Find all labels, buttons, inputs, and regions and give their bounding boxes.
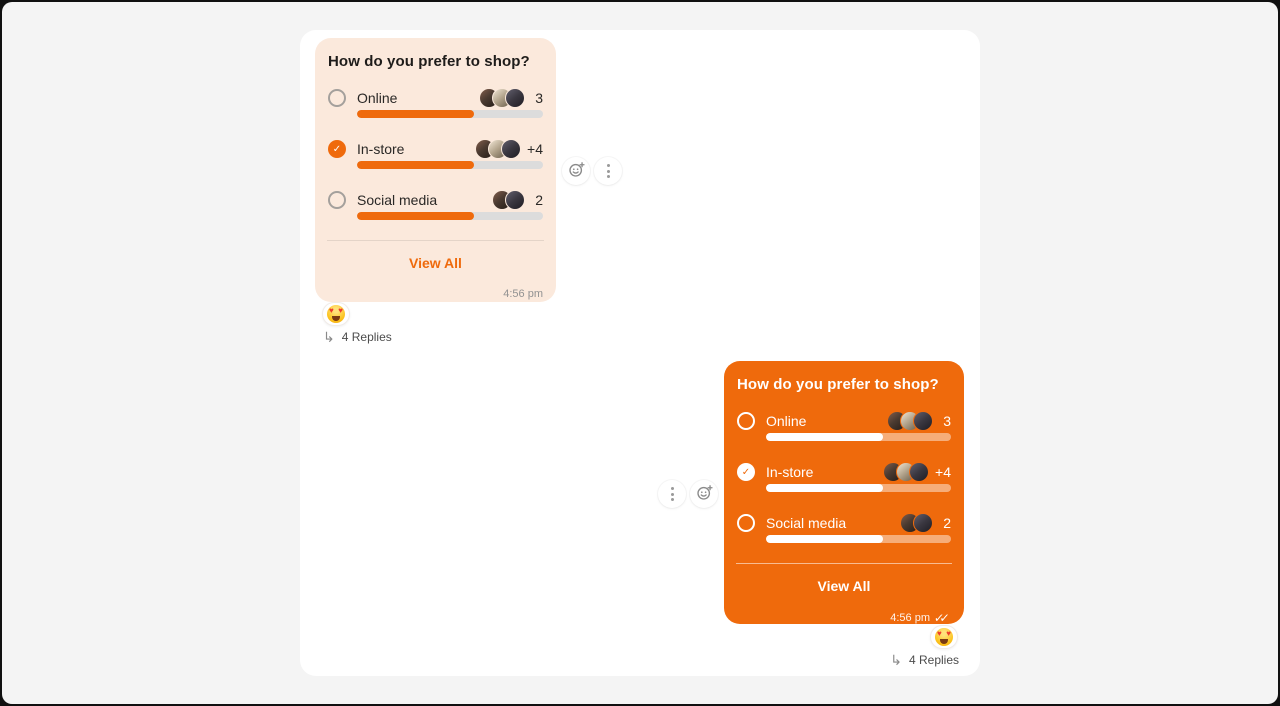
option-label: Social media <box>357 192 438 208</box>
message-timestamp: 4:56 pm <box>503 288 543 300</box>
voter-avatars <box>887 411 933 431</box>
thread-replies-link[interactable] <box>323 330 392 344</box>
message-hover-actions <box>562 157 622 185</box>
app-window <box>2 2 1278 704</box>
reaction-badge[interactable] <box>930 625 958 649</box>
option-label: In-store <box>357 141 405 157</box>
poll-title: How do you prefer to shop? <box>737 376 939 393</box>
voter-avatars <box>883 462 929 482</box>
kebab-menu-icon <box>671 487 674 501</box>
vote-bar-fill <box>766 433 883 441</box>
chat-panel <box>300 30 980 676</box>
add-reaction-icon <box>567 160 586 182</box>
vote-count: 2 <box>943 515 951 531</box>
incoming-message-group <box>315 38 556 345</box>
radio-unchecked-icon[interactable] <box>328 191 346 209</box>
voter-avatars <box>492 190 525 210</box>
vote-bar <box>766 433 951 441</box>
option-label: Social media <box>766 515 847 531</box>
vote-count: 3 <box>943 413 951 429</box>
reply-arrow-icon: ↳ <box>323 329 335 345</box>
voter-avatars <box>475 139 521 159</box>
option-label: Online <box>357 90 398 106</box>
outgoing-poll-message <box>724 361 964 624</box>
poll-option-social-media[interactable] <box>737 512 951 543</box>
poll-option-in-store[interactable] <box>328 138 543 169</box>
poll-option-online[interactable] <box>737 410 951 441</box>
voter-avatars <box>479 88 525 108</box>
poll-option-social-media[interactable] <box>328 189 543 220</box>
avatar <box>913 411 933 431</box>
radio-unchecked-icon[interactable] <box>328 89 346 107</box>
read-receipt-icon: ✓✓ <box>933 611 946 625</box>
vote-bar-fill <box>766 484 883 492</box>
avatar <box>505 88 525 108</box>
vote-bar-fill <box>357 110 474 118</box>
add-reaction-icon <box>695 483 714 505</box>
thread-replies-link[interactable] <box>890 653 959 667</box>
vote-bar <box>766 484 951 492</box>
vote-bar-fill <box>357 161 474 169</box>
poll-title: How do you prefer to shop? <box>328 53 530 70</box>
vote-count: 2 <box>535 192 543 208</box>
kebab-menu-icon <box>607 164 610 178</box>
vote-bar-fill <box>357 212 474 220</box>
heart-eyes-emoji-icon: ♥ ♥ <box>935 628 953 646</box>
incoming-poll-message <box>315 38 556 302</box>
option-label: Online <box>766 413 807 429</box>
avatar <box>909 462 929 482</box>
replies-count-label: 4 Replies <box>341 330 392 344</box>
reaction-badge[interactable] <box>322 302 350 326</box>
message-hover-actions <box>658 480 718 508</box>
reply-arrow-icon: ↳ <box>890 652 902 668</box>
view-all-button[interactable]: View All <box>328 241 543 283</box>
poll-option-in-store[interactable] <box>737 461 951 492</box>
message-timestamp: 4:56 pm <box>890 612 930 624</box>
vote-count: +4 <box>527 141 543 157</box>
radio-unchecked-icon[interactable] <box>737 412 755 430</box>
option-label: In-store <box>766 464 814 480</box>
voter-avatars <box>900 513 933 533</box>
avatar <box>505 190 525 210</box>
vote-bar <box>357 212 543 220</box>
replies-count-label: 4 Replies <box>908 653 959 667</box>
vote-count: 3 <box>535 90 543 106</box>
vote-bar <box>357 161 543 169</box>
add-reaction-button[interactable] <box>562 157 590 185</box>
radio-checked-icon[interactable]: ✓ <box>328 140 346 158</box>
heart-eyes-emoji-icon: ♥ ♥ <box>327 305 345 323</box>
vote-bar <box>357 110 543 118</box>
avatar <box>913 513 933 533</box>
outgoing-message-group <box>724 361 964 668</box>
view-all-button[interactable]: View All <box>737 564 951 606</box>
message-menu-button[interactable] <box>658 480 686 508</box>
avatar <box>501 139 521 159</box>
poll-option-online[interactable] <box>328 87 543 118</box>
radio-checked-icon[interactable]: ✓ <box>737 463 755 481</box>
vote-bar <box>766 535 951 543</box>
vote-bar-fill <box>766 535 883 543</box>
radio-unchecked-icon[interactable] <box>737 514 755 532</box>
vote-count: +4 <box>935 464 951 480</box>
add-reaction-button[interactable] <box>690 480 718 508</box>
message-menu-button[interactable] <box>594 157 622 185</box>
